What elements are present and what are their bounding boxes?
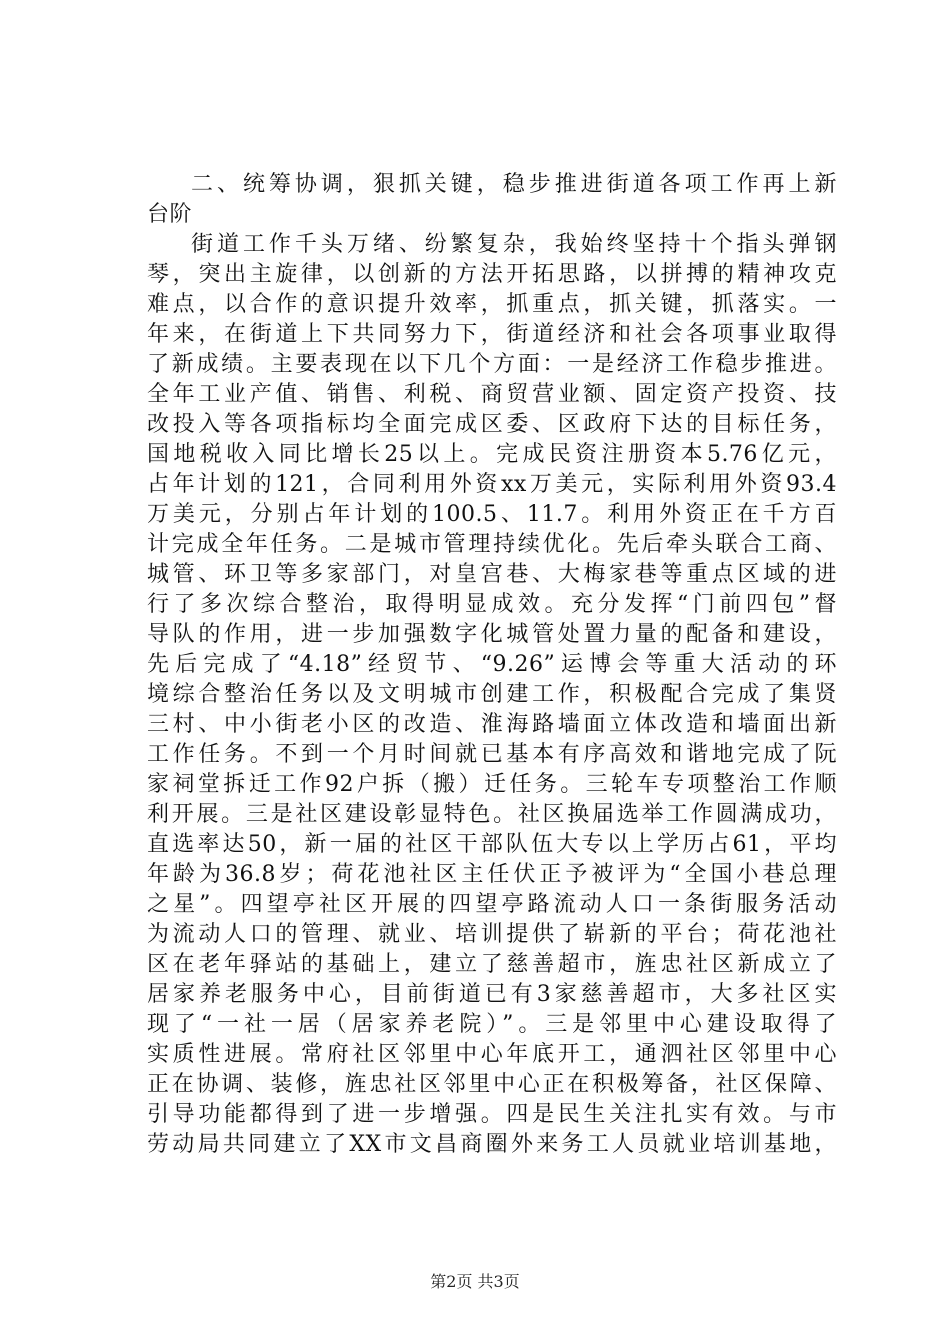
paragraph-line: 实质性进展。常府社区邻里中心年底开工，通泗社区邻里中心 (147, 1042, 837, 1067)
paragraph-line: 劳动局共同建立了XX市文昌商圈外来务工人员就业培训基地， (147, 1132, 837, 1157)
page-footer (0, 1272, 950, 1292)
paragraph-line: 城管、环卫等多家部门，对皇宫巷、大梅家巷等重点区域的进 (147, 562, 837, 587)
paragraph-line: 为流动人口的管理、就业、培训提供了崭新的平台；荷花池社 (147, 922, 837, 947)
section-heading-line-1: 二、统筹协调，狠抓关键，稳步推进街道各项工作再上新 (191, 172, 837, 197)
paragraph-line: 现了“一社一居（居家养老院）”。三是邻里中心建设取得了 (147, 1012, 837, 1037)
paragraph-line: 难点，以合作的意识提升效率，抓重点，抓关键，抓落实。一 (147, 292, 837, 317)
paragraph-line: 家祠堂拆迁工作92户拆（搬）迁任务。三轮车专项整治工作顺 (147, 772, 837, 797)
paragraph-line: 正在协调、装修，旌忠社区邻里中心正在积极筹备，社区保障、 (147, 1072, 837, 1097)
paragraph-line: 行了多次综合整治，取得明显成效。充分发挥“门前四包”督 (147, 592, 837, 617)
paragraph-line: 计完成全年任务。二是城市管理持续优化。先后牵头联合工商、 (147, 532, 837, 557)
paragraph-line: 全年工业产值、销售、利税、商贸营业额、固定资产投资、技 (147, 382, 837, 407)
paragraph-line: 区在老年驿站的基础上，建立了慈善超市，旌忠社区新成立了 (147, 952, 837, 977)
paragraph-line: 引导功能都得到了进一步增强。四是民生关注扎实有效。与市 (147, 1102, 837, 1127)
paragraph-line: 琴，突出主旋律，以创新的方法开拓思路，以拼搏的精神攻克 (147, 262, 837, 287)
paragraph-line: 导队的作用，进一步加强数字化城管处置力量的配备和建设， (147, 622, 837, 647)
paragraph-line: 占年计划的121，合同利用外资xx万美元，实际利用外资93.4 (147, 472, 837, 497)
document-body (147, 170, 837, 1160)
paragraph-line: 居家养老服务中心，目前街道已有3家慈善超市，大多社区实 (147, 982, 837, 1007)
paragraph-line: 了新成绩。主要表现在以下几个方面：一是经济工作稳步推进。 (147, 352, 837, 377)
paragraph-line: 利开展。三是社区建设彰显特色。社区换届选举工作圆满成功， (147, 802, 837, 827)
paragraph-line: 工作任务。不到一个月时间就已基本有序高效和谐地完成了阮 (147, 742, 837, 767)
paragraph-line: 先后完成了“4.18”经贸节、“9.26”运博会等重大活动的环 (147, 652, 837, 677)
paragraph-line: 三村、中小街老小区的改造、淮海路墙面立体改造和墙面出新 (147, 712, 837, 737)
paragraph-line: 万美元，分别占年计划的100.5、11.7。利用外资正在千方百 (147, 502, 837, 527)
paragraph-line: 境综合整治任务以及文明城市创建工作，积极配合完成了集贤 (147, 682, 837, 707)
paragraph-line: 改投入等各项指标均全面完成区委、区政府下达的目标任务， (147, 412, 837, 437)
paragraph-line: 国地税收入同比增长25以上。完成民资注册资本5.76亿元， (147, 442, 837, 467)
paragraph-line: 街道工作千头万绪、纷繁复杂，我始终坚持十个指头弹钢 (191, 232, 837, 257)
paragraph-line: 年来，在街道上下共同努力下，街道经济和社会各项事业取得 (147, 322, 837, 347)
paragraph-line: 之星”。四望亭社区开展的四望亭路流动人口一条街服务活动 (147, 892, 837, 917)
page-number-label: 第2页 共3页 (430, 1272, 520, 1291)
section-heading-line-2: 台阶 (147, 202, 193, 227)
paragraph-line: 年龄为36.8岁；荷花池社区主任伏正予被评为“全国小巷总理 (147, 862, 837, 887)
paragraph-line: 直选率达50，新一届的社区干部队伍大专以上学历占61，平均 (147, 832, 837, 857)
